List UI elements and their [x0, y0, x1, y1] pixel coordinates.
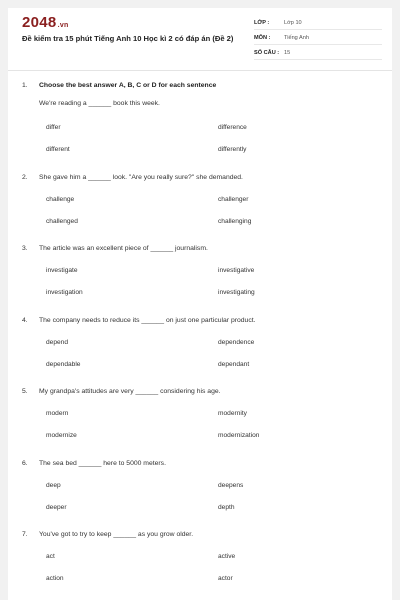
- option-a[interactable]: differ: [46, 124, 61, 131]
- meta-label: LỚP :: [254, 20, 270, 26]
- option-c[interactable]: modernize: [46, 432, 77, 439]
- option-b[interactable]: investigative: [218, 267, 255, 274]
- option-b[interactable]: modernity: [218, 410, 247, 417]
- meta-value: Tiếng Anh: [284, 35, 309, 41]
- question-number: 7.: [22, 531, 28, 538]
- option-c[interactable]: action: [46, 575, 64, 582]
- option-a[interactable]: deep: [46, 482, 61, 489]
- question-number: 2.: [22, 174, 28, 181]
- option-a[interactable]: depend: [46, 339, 69, 346]
- option-b[interactable]: active: [218, 553, 236, 560]
- option-a[interactable]: modern: [46, 410, 69, 417]
- option-b[interactable]: deepens: [218, 482, 244, 489]
- option-c[interactable]: deeper: [46, 504, 67, 511]
- option-c[interactable]: different: [46, 146, 70, 153]
- option-c[interactable]: challenged: [46, 218, 78, 225]
- question-text: The sea bed ______ here to 5000 meters.: [39, 460, 166, 467]
- meta-value: 15: [284, 50, 291, 56]
- option-d[interactable]: dependant: [218, 361, 250, 368]
- document-header: [8, 8, 392, 71]
- document-title: Đề kiểm tra 15 phút Tiếng Anh 10 Học kì 2 có đáp án (Đề 2): [22, 34, 234, 43]
- logo-text: 2048: [22, 14, 57, 31]
- question-text: The article was an excellent piece of ______ journalism.: [39, 245, 208, 252]
- meta-label: SỐ CÂU :: [254, 50, 280, 56]
- question-3: [22, 245, 378, 305]
- meta-row-grade: [254, 17, 382, 30]
- question-text: You've got to try to keep ______ as you grow older.: [39, 531, 194, 538]
- option-d[interactable]: challenging: [218, 218, 252, 225]
- option-a[interactable]: investigate: [46, 267, 78, 274]
- option-d[interactable]: differently: [218, 146, 247, 153]
- meta-row-subject: [254, 32, 382, 45]
- option-d[interactable]: depth: [218, 504, 235, 511]
- meta-label: MÔN :: [254, 35, 271, 41]
- option-b[interactable]: challenger: [218, 196, 249, 203]
- question-2: [22, 174, 378, 234]
- option-d[interactable]: investigating: [218, 289, 255, 296]
- meta-value: Lớp 10: [284, 20, 302, 26]
- site-logo[interactable]: [22, 14, 69, 31]
- question-text: The company needs to reduce its ______ on just one particular product.: [39, 317, 256, 324]
- option-c[interactable]: investigation: [46, 289, 83, 296]
- option-c[interactable]: dependable: [46, 361, 81, 368]
- option-d[interactable]: actor: [218, 575, 233, 582]
- question-5: [22, 388, 378, 448]
- option-d[interactable]: modernization: [218, 432, 260, 439]
- question-text: My grandpa's attitudes are very ______ considering his age.: [39, 388, 221, 395]
- option-a[interactable]: act: [46, 553, 55, 560]
- option-b[interactable]: difference: [218, 124, 247, 131]
- question-6: [22, 460, 378, 520]
- question-number: 4.: [22, 317, 28, 324]
- question-4: [22, 317, 378, 377]
- question-text: She gave him a ______ look. "Are you really sure?" she demanded.: [39, 174, 243, 181]
- question-number: 5.: [22, 388, 28, 395]
- question-number: 1.: [22, 82, 28, 89]
- question-1: [22, 82, 378, 162]
- worksheet-page: [8, 8, 392, 600]
- meta-row-question-count: [254, 47, 382, 60]
- question-instruction: Choose the best answer A, B, C or D for each sentence: [39, 82, 217, 89]
- question-number: 3.: [22, 245, 28, 252]
- question-text: We're reading a ______ book this week.: [39, 100, 160, 107]
- question-7: [22, 531, 378, 591]
- logo-tld: .vn: [57, 22, 69, 29]
- option-b[interactable]: dependence: [218, 339, 255, 346]
- question-number: 6.: [22, 460, 28, 467]
- option-a[interactable]: challenge: [46, 196, 75, 203]
